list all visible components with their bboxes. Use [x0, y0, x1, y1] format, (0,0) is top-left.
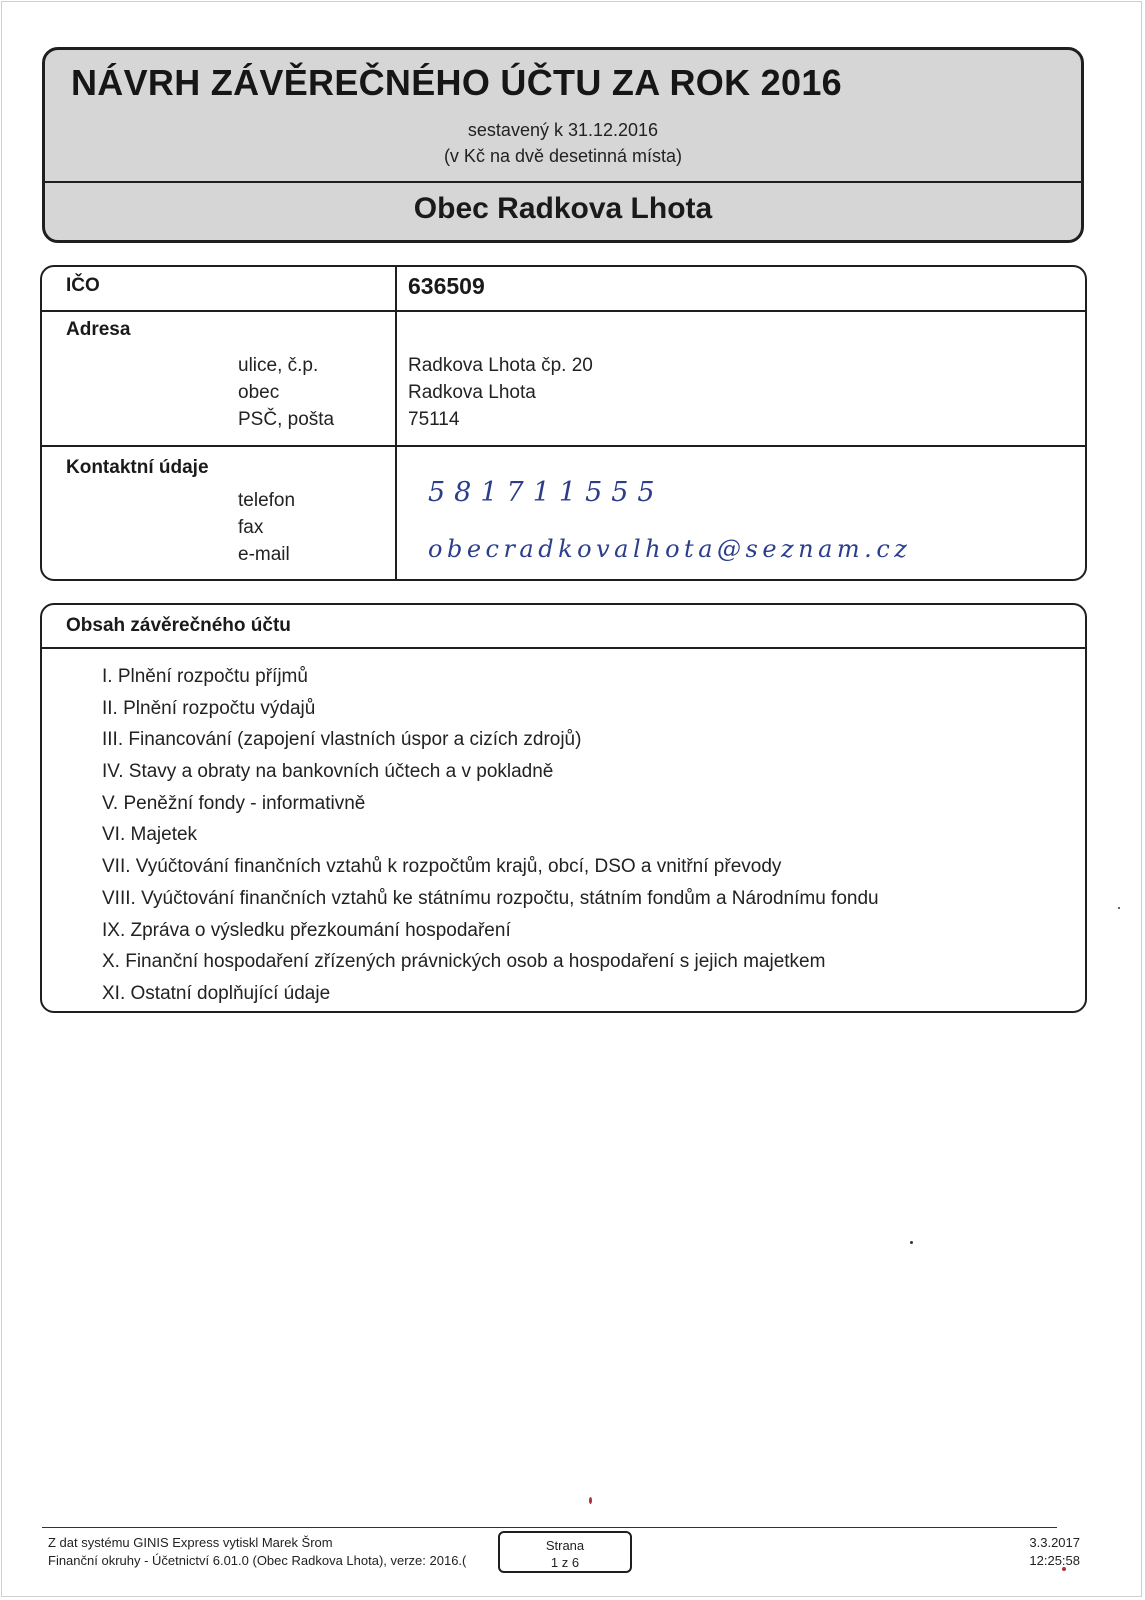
fax-label: fax: [238, 517, 264, 538]
street-value: Radkova Lhota čp. 20: [408, 355, 593, 376]
scan-speck: [589, 1497, 592, 1504]
footer-time: 12:25:58: [1029, 1553, 1080, 1568]
phone-label: telefon: [238, 490, 296, 511]
footer-rule: [42, 1527, 1057, 1528]
contents-item: III. Financování (zapojení vlastních úspor a cizích zdrojů): [102, 729, 582, 751]
organization-name: Obec Radkova Lhota: [413, 192, 713, 225]
email-label: e-mail: [238, 544, 290, 565]
page-label: Strana: [545, 1538, 585, 1553]
page-number-box: [498, 1531, 632, 1573]
address-label: Adresa: [66, 319, 131, 340]
contents-item: IX. Zpráva o výsledku přezkoumání hospodaření: [102, 919, 511, 941]
footer-date: 3.3.2017: [1029, 1535, 1080, 1550]
currency-note: (v Kč na dvě desetinná místa): [443, 146, 683, 166]
header-divider: [45, 181, 1081, 183]
contents-list: [102, 661, 879, 1010]
contents-item: VI. Majetek: [102, 824, 198, 846]
document-title: NÁVRH ZÁVĚREČNÉHO ÚČTU ZA ROK 2016: [71, 62, 842, 103]
contents-item: XI. Ostatní doplňující údaje: [102, 982, 331, 1004]
row-divider: [42, 310, 1085, 312]
street-label: ulice, č.p.: [238, 355, 319, 376]
contents-item: VII. Vyúčtování finančních vztahů k rozpočtům krajů, obcí, DSO a vnitřní převody: [102, 856, 782, 878]
page-number: 1 z 6: [550, 1555, 580, 1570]
phone-value-handwritten: 581711555: [428, 477, 664, 508]
zip-label: PSČ, pošta: [238, 409, 335, 430]
contents-item: II. Plnění rozpočtu výdajů: [102, 697, 316, 719]
ico-label: IČO: [66, 275, 100, 296]
row-divider: [42, 445, 1085, 447]
town-label: obec: [238, 382, 280, 403]
footer-system-info: Finanční okruhy - Účetnictví 6.01.0 (Obec Radkova Lhota), verze: 2016.(: [48, 1553, 467, 1568]
email-value-handwritten: obecradkovalhota@seznam.cz: [428, 535, 912, 563]
scan-speck: [910, 1241, 913, 1244]
contents-item: V. Peněžní fondy - informativně: [102, 792, 366, 814]
contents-item: IV. Stavy a obraty na bankovních účtech a v pokladně: [102, 761, 554, 783]
column-divider: [395, 267, 397, 579]
header-title-area: [45, 50, 1081, 182]
contact-label: Kontaktní údaje: [66, 457, 209, 478]
compiled-date: sestavený k 31.12.2016: [467, 120, 659, 140]
zip-value: 75114: [408, 409, 460, 430]
footer-printed-by: Z dat systému GINIS Express vytiskl Marek Šrom: [48, 1535, 333, 1550]
town-value: Radkova Lhota: [408, 382, 536, 403]
document-header: [42, 47, 1084, 243]
ico-value: 636509: [408, 273, 485, 299]
contents-item: VIII. Vyúčtování finančních vztahů ke státnímu rozpočtu, státním fondům a Národnímu fondu: [102, 887, 879, 909]
scan-speck: [1118, 907, 1120, 909]
identity-section: [40, 265, 1087, 581]
contents-section: [40, 603, 1087, 1013]
contents-item: I. Plnění rozpočtu příjmů: [102, 666, 308, 687]
contents-item: X. Finanční hospodaření zřízených právnických osob a hospodaření s jejich majetkem: [102, 951, 826, 973]
contents-divider: [42, 647, 1085, 649]
contents-title: Obsah závěrečného účtu: [66, 615, 291, 636]
